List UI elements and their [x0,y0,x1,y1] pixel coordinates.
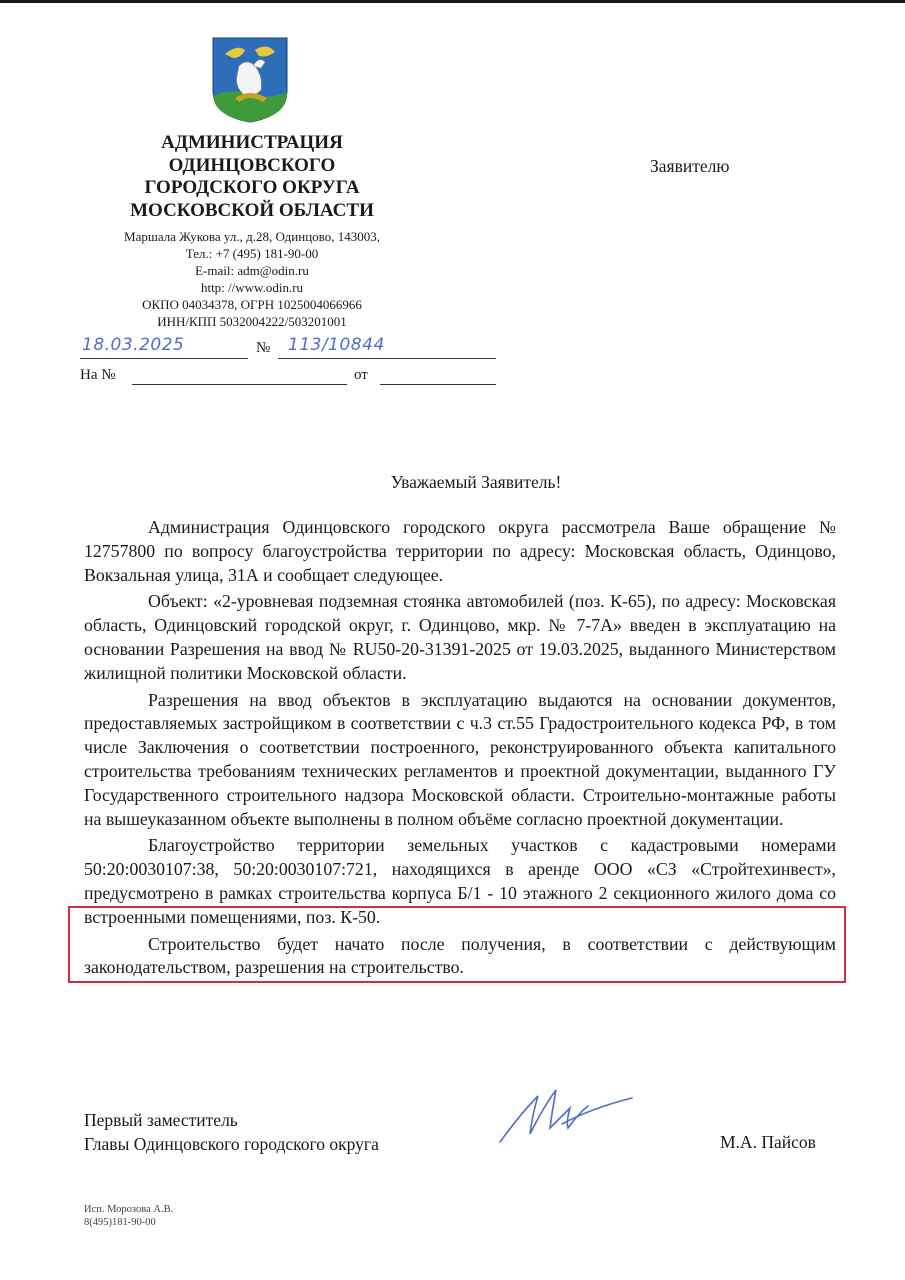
signatory-title-line: Главы Одинцовского городского округа [84,1134,379,1154]
coat-of-arms-icon [211,36,289,124]
paragraph: Разрешения на ввод объектов в эксплуатацию выдаются на основании документов, предоставляемых застройщиком в соответствии с ч.3 ст.55 Градостроительного кодекса РФ, в том числе Заключения о соответствии построенного, реконструированного объекта капитального строительства требованиям технических регламентов и проектной документации, выданного ГУ Государственного строительного надзора Московской области. Строительно-монтажные работы на вышеуказанном объекте выполнены в полном объёме согласно проектной документации. [84,689,836,829]
reference-line [80,367,420,389]
outgoing-number: 113/10844 [288,335,385,355]
ref-number-label: На № [80,367,116,383]
org-line: ГОРОДСКОГО ОКРУГА [144,177,360,198]
outgoing-date-field [80,335,248,359]
outgoing-date: 18.03.2025 [82,335,185,355]
inn-kpp-line: ИНН/КПП 5032004222/503201001 [157,314,347,330]
signatory-title [84,1108,379,1156]
ref-date-label: от [354,367,368,383]
signatory-name: М.А. Пайсов [720,1132,816,1152]
scan-edge-line [0,0,905,3]
paragraph: Объект: «2-уровневая подземная стоянка автомобилей (поз. К-65), по адресу: Московская область, Одинцовский городской округ, г. Одинцово, мкр. № 7-7А» введен в эксплуатацию на основании Разрешения на ввод № RU50-20-31391-2025 от 19.03.2025, выданного Министерством жилищной политики Московской области. [84,591,836,683]
executor-name: Исп. Морозова А.В. [84,1204,174,1215]
greeting: Уважаемый Заявитель! [390,472,562,492]
phone-line: Тел.: +7 (495) 181-90-00 [185,246,319,262]
registration-line [80,335,420,360]
recipient: Заявителю [650,156,730,176]
outgoing-number-field [278,335,496,359]
website-line: http: //www.odin.ru [200,280,304,296]
highlight-box [68,906,846,983]
paragraph: Строительство будет начато после получения, в соответствии с действующим законодательством, разрешения на строительство. [84,933,836,978]
handwritten-signature [492,1082,642,1152]
org-line: МОСКОВСКОЙ ОБЛАСТИ [130,199,374,221]
organization-contacts [92,228,412,331]
signatory-title-line: Первый заместитель [84,1110,238,1130]
executor-info [84,1203,173,1229]
number-sign: № [256,340,271,356]
org-line: ОДИНЦОВСКОГО [168,154,336,176]
paragraph-highlighted: Благоустройство территории земельных участков с кадастровыми номерами 50:20:0030107:38, 50:20:0030107:721, находящихся в аренде ООО «СЗ «Стройтехинвест», предусмотрено в рамках строительства корпуса Б/1 - 10 этажного 2 секционного жилого дома со встроенными помещениями, поз. К-50. [84,835,836,927]
email-line: E-mail: adm@odin.ru [195,263,309,279]
org-line: АДМИНИСТРАЦИЯ [161,132,343,153]
paragraph: Администрация Одинцовского городского округа рассмотрела Ваше обращение № 12757800 по вопросу благоустройства территории по адресу: Московская область, Одинцово, Вокзальная улица, 31А и сообщает следующее. [84,517,836,585]
executor-phone: 8(495)181-90-00 [84,1217,156,1228]
ref-date-field [380,367,496,385]
address-line: Маршала Жукова ул., д.28, Одинцово, 143003, [124,229,380,244]
ref-number-field [132,367,347,385]
organization-name [92,132,412,222]
okpo-ogrn-line: ОКПО 04034378, ОГРН 1025004066966 [142,297,362,313]
